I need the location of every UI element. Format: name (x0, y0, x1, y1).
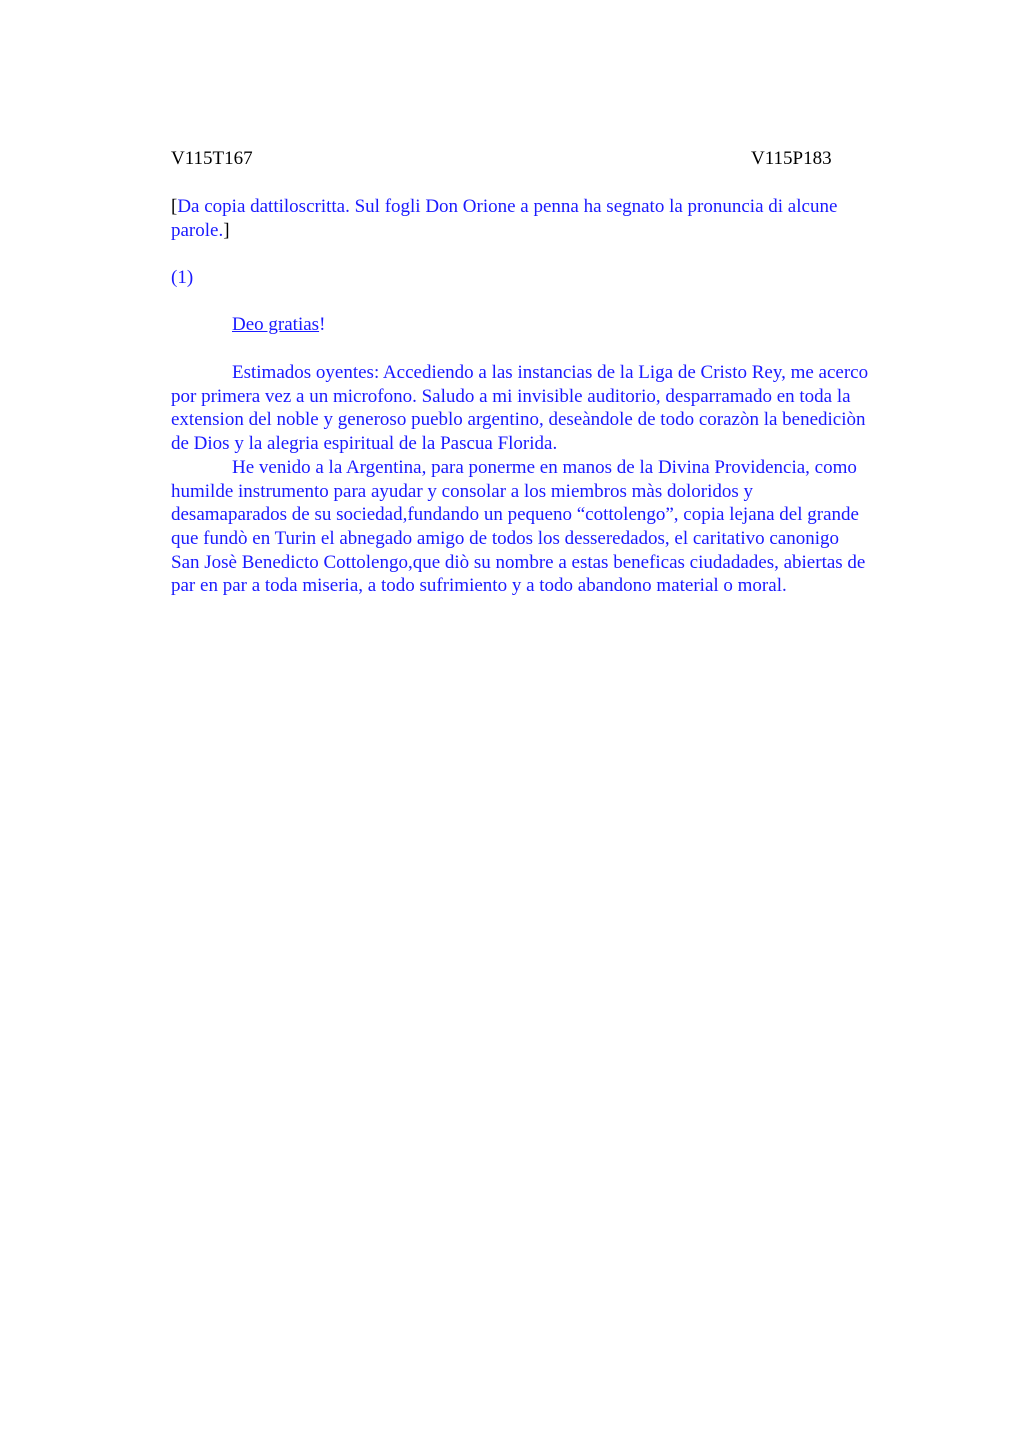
paragraph-2-line: desamaparados de su sociedad,fundando un pequeno “cottolengo”, copia lejana del grande (171, 504, 859, 526)
greeting-text: Deo gratias (232, 314, 320, 335)
paragraph-1-line: por primera vez a un microfono. Saludo a mi invisible auditorio, desparramado en toda la (171, 385, 851, 407)
paragraph-1 (171, 361, 931, 456)
note-line-1: Da copia dattiloscritta. Sul fogli Don Orione a penna ha segnato la pronuncia di alcune (177, 196, 838, 217)
paragraph-2-line: par en par a toda miseria, a todo sufrimiento y a todo abandono material o moral. (171, 575, 787, 597)
paragraph-1-line: extension del noble y generoso pueblo argentino, deseàndole de todo corazòn la benediciòn (171, 409, 866, 431)
greeting-punct: ! (319, 314, 326, 335)
section-marker: (1) (171, 267, 194, 288)
greeting (232, 313, 325, 337)
paragraph-2-line: que fundò en Turin el abnegado amigo de todos los desseredados, el caritativo canonigo (171, 527, 840, 549)
body-text (171, 361, 931, 598)
volume-page-code: V115P183 (751, 148, 832, 169)
paragraph-2 (171, 456, 931, 598)
editorial-note (171, 195, 931, 242)
volume-text-code: V115T167 (171, 148, 253, 169)
paragraph-1-line: Estimados oyentes: Accediendo a las instancias de la Liga de Cristo Rey, me acerco (232, 362, 869, 383)
paragraph-2-line: He venido a la Argentina, para ponerme en manos de la Divina Providencia, como (232, 456, 857, 478)
document-header (171, 147, 931, 171)
note-open-bracket: [ (171, 196, 178, 217)
paragraph-2-line: humilde instrumento para ayudar y consolar a los miembros màs doloridos y (171, 480, 754, 502)
note-line-2: parole. (171, 219, 224, 241)
paragraph-2-line: San Josè Benedicto Cottolengo,que diò su nombre a estas beneficas ciudadades, abiertas de (171, 551, 866, 573)
paragraph-1-line: de Dios y la alegria espiritual de la Pascua Florida. (171, 433, 558, 455)
note-close-bracket: ] (223, 219, 230, 241)
